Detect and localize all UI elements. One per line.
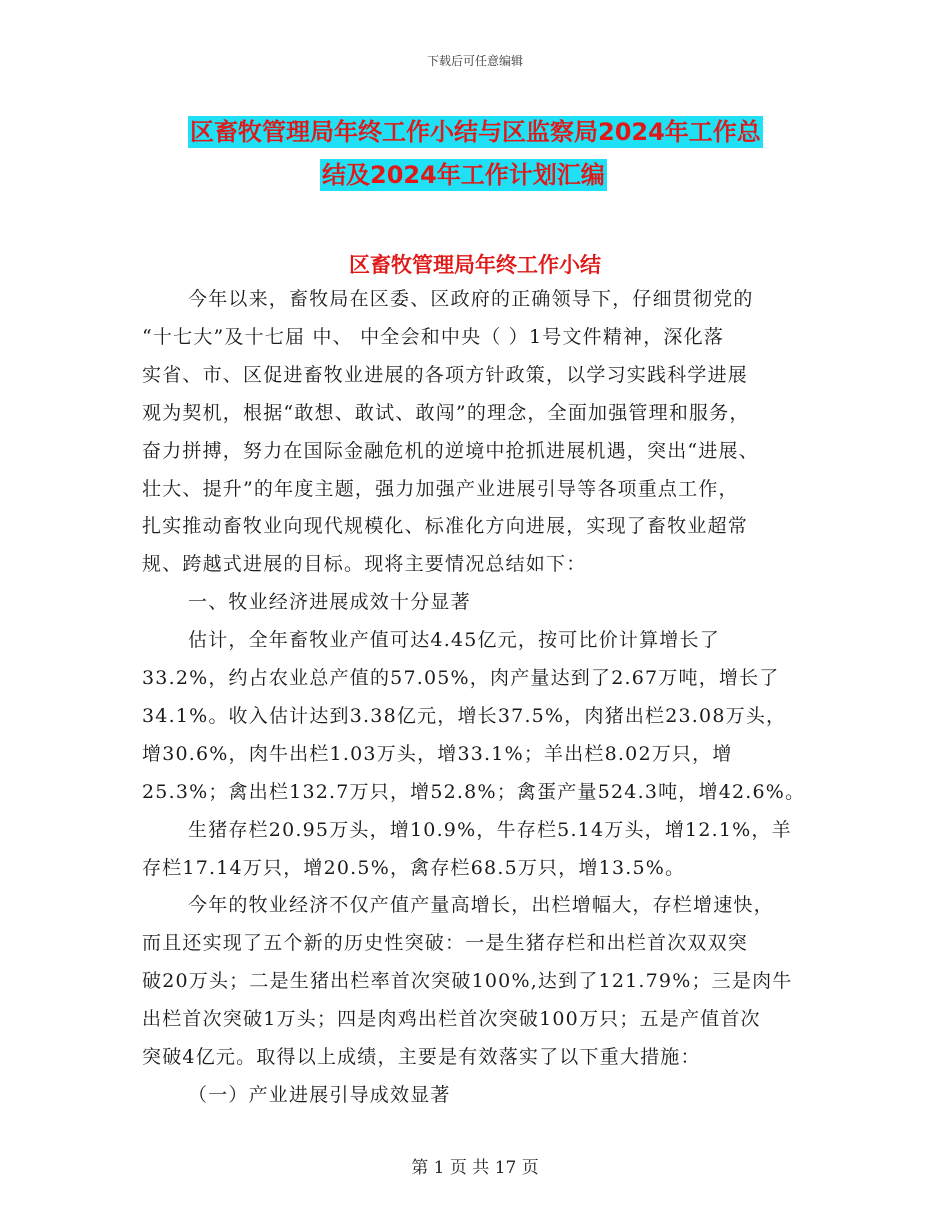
section-title: 区畜牧管理局年终工作小结 [349, 253, 601, 277]
paragraph-line: 存栏17.14万只，增20.5%，禽存栏68.5万只，增13.5%。 [142, 856, 686, 879]
page-footer: 第 1 页 共 17 页 [411, 1158, 539, 1178]
heading-line: 一、牧业经济进展成效十分显著 [188, 591, 471, 614]
paragraph-line: 34.1%。收入估计达到3.38亿元，增长37.5%，肉猪出栏23.08万头， [142, 704, 787, 727]
document-title-text-2: 结及2024年工作计划汇编 [322, 161, 605, 189]
document-title-line-2 [0, 155, 950, 190]
paragraph-line: 壮大、提升”的年度主题，强力加强产业进展引导等各项重点工作， [142, 477, 739, 500]
paragraph-line: 生猪存栏20.95万头，增10.9%，牛存栏5.14万头，增12.1%，羊 [188, 818, 792, 841]
document-title-line-1 [0, 112, 950, 147]
paragraph-line: 增30.6%，肉牛出栏1.03万头，增33.1%；羊出栏8.02万只，增 [142, 742, 733, 765]
paragraph-line: 奋力拼搏，努力在国际金融危机的逆境中抢抓进展机遇，突出“进展、 [142, 439, 759, 462]
paragraph-line: 扎实推动畜牧业向现代规模化、标准化方向进展，实现了畜牧业超常 [142, 515, 749, 538]
paragraph-line: 破20万头；二是生猪出栏率首次突破100%,达到了121.79%；三是肉牛 [142, 970, 793, 993]
page-header: 下载后可任意编辑 [426, 54, 523, 68]
paragraph-line: 33.2%，约占农业总产值的57.05%，肉产量达到了2.67万吨，增长了 [142, 667, 780, 689]
paragraph-line: 出栏首次突破1万头；四是肉鸡出栏首次突破100万只；五是产值首次 [142, 1008, 761, 1031]
paragraph-line: 观为契机，根据“敢想、敢试、敢闯”的理念，全面加强管理和服务， [142, 401, 750, 424]
paragraph-line: 而且还实现了五个新的历史性突破：一是生猪存栏和出栏首次双双突 [142, 932, 749, 955]
paragraph-line: 25.3%；禽出栏132.7万只，增52.8%；禽蛋产量524.3吨，增42.6%。 [142, 780, 806, 803]
paragraph-line: 估计，全年畜牧业产值可达4.45亿元，按可比价计算增长了 [188, 629, 720, 652]
paragraph-line: 实省、市、区促进畜牧业进展的各项方针政策，以学习实践科学进展 [142, 363, 749, 386]
paragraph-line: 今年的牧业经济不仅产值产量高增长，出栏增幅大，存栏增速快， [188, 894, 774, 917]
paragraph-line: “十七大”及十七届 中、 中全会和中央（ ）1号文件精神，深化落 [142, 325, 725, 348]
paragraph-line: 今年以来，畜牧局在区委、区政府的正确领导下，仔细贯彻党的 [188, 288, 754, 310]
paragraph-line: 规、跨越式进展的目标。现将主要情况总结如下： [142, 553, 587, 576]
paragraph-line: 突破4亿元。取得以上成绩，主要是有效落实了以下重大措施： [142, 1046, 701, 1068]
subheading-line: （一）产业进展引导成效显著 [188, 1083, 451, 1106]
document-title-text-1: 区畜牧管理局年终工作小结与区监察局2024年工作总 [190, 118, 761, 146]
